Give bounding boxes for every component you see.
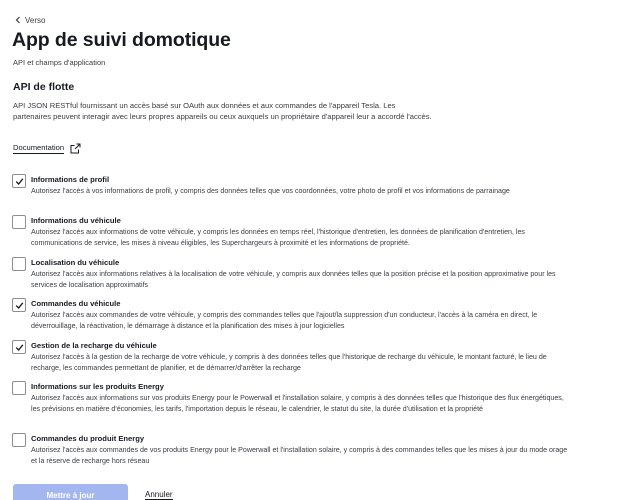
scope-title: Informations du véhicule <box>31 216 121 225</box>
scope-checkbox[interactable] <box>12 298 26 312</box>
section-description: API JSON RESTful fournissant un accès basé sur OAuth aux données et aux commandes de l'appareil Tesla. Les partenaires peuvent interagir avec leurs propres appareils ou ceux auxquels un propriétaire d'appareil leur a accordé l'accès. <box>13 101 432 122</box>
scope-title: Informations de profil <box>31 175 110 184</box>
scope-description: Autorisez l'accès aux commandes de vos produits Energy pour le Powerwall et l'installation solaire, y compris à des commandes telles que les mises à jour du mode orage et la réserve de recharge hors réseau <box>31 446 568 465</box>
scope-title: Commandes du véhicule <box>31 299 121 308</box>
scope-description: Autorisez l'accès à la gestion de la recharge de votre véhicule, y compris à des données telles que l'historique de recharge du véhicule, le montant facturé, le lieu de recharge, les commandes permettant de planifier, et de démarrer/d'arrêter la recharge <box>31 353 547 372</box>
scope-description: Autorisez l'accès aux informations relatives à la localisation de votre véhicule, y compris aux données telles que la position précise et la position approximative pour les services de localisation approximatifs <box>31 270 556 289</box>
check-icon <box>15 177 24 186</box>
external-link-icon <box>70 143 81 154</box>
documentation-label: Documentation <box>13 143 65 152</box>
scope-description: Autorisez l'accès aux informations sur vos produits Energy pour le Powerwall et l'installation solaire, y compris à des données telles que l'historique des flux énergétiques, les prévisions en matière d'économies, les tarifs, l'importation depuis le réseau, le calendrier, le statut du site, la durée d'utilisation et la propriété <box>31 394 564 413</box>
scope-title: Gestion de la recharge du véhicule <box>31 341 157 350</box>
scope-checkbox[interactable] <box>12 174 26 188</box>
documentation-link[interactable] <box>13 143 81 154</box>
back-label: Verso <box>25 15 46 25</box>
scope-checkbox[interactable] <box>12 381 26 395</box>
page-subtitle: API et champs d'application <box>13 58 106 67</box>
chevron-left-icon <box>13 15 23 25</box>
scope-checkbox[interactable] <box>12 340 26 354</box>
section-title: API de flotte <box>13 81 75 93</box>
back-link[interactable] <box>13 14 45 26</box>
check-icon <box>15 343 24 352</box>
scope-checkbox[interactable] <box>12 433 26 447</box>
scope-title: Commandes du produit Energy <box>31 434 145 443</box>
scope-description: Autorisez l'accès aux commandes de votre véhicule, y compris des commandes telles que l'ajout/la suppression d'un conducteur, l'accès à la caméra en direct, le déverrouillage, la réactivation, le démarrage à distance et la planification des mises à jour logicielles <box>31 311 538 330</box>
scope-title: Localisation du véhicule <box>31 258 120 267</box>
scope-description: Autorisez l'accès à vos informations de profil, y compris des données telles que vos coordonnées, votre photo de profil et vos informations de parrainage <box>31 187 510 195</box>
scope-checkbox[interactable] <box>12 215 26 229</box>
cancel-button[interactable]: Annuler <box>145 490 173 499</box>
scope-title: Informations sur les produits Energy <box>31 382 164 391</box>
update-button[interactable]: Mettre à jour <box>13 484 128 500</box>
scope-checkbox[interactable] <box>12 257 26 271</box>
check-icon <box>15 301 24 310</box>
page-title: App de suivi domotique <box>12 29 231 51</box>
scope-description: Autorisez l'accès aux informations de votre véhicule, y compris les données en temps réel, l'historique d'entretien, les données de planification d'entretien, les communications de service, les mises à niveau éligibles, les Superchargeurs à proximité et les informations de propriété. <box>31 228 525 247</box>
